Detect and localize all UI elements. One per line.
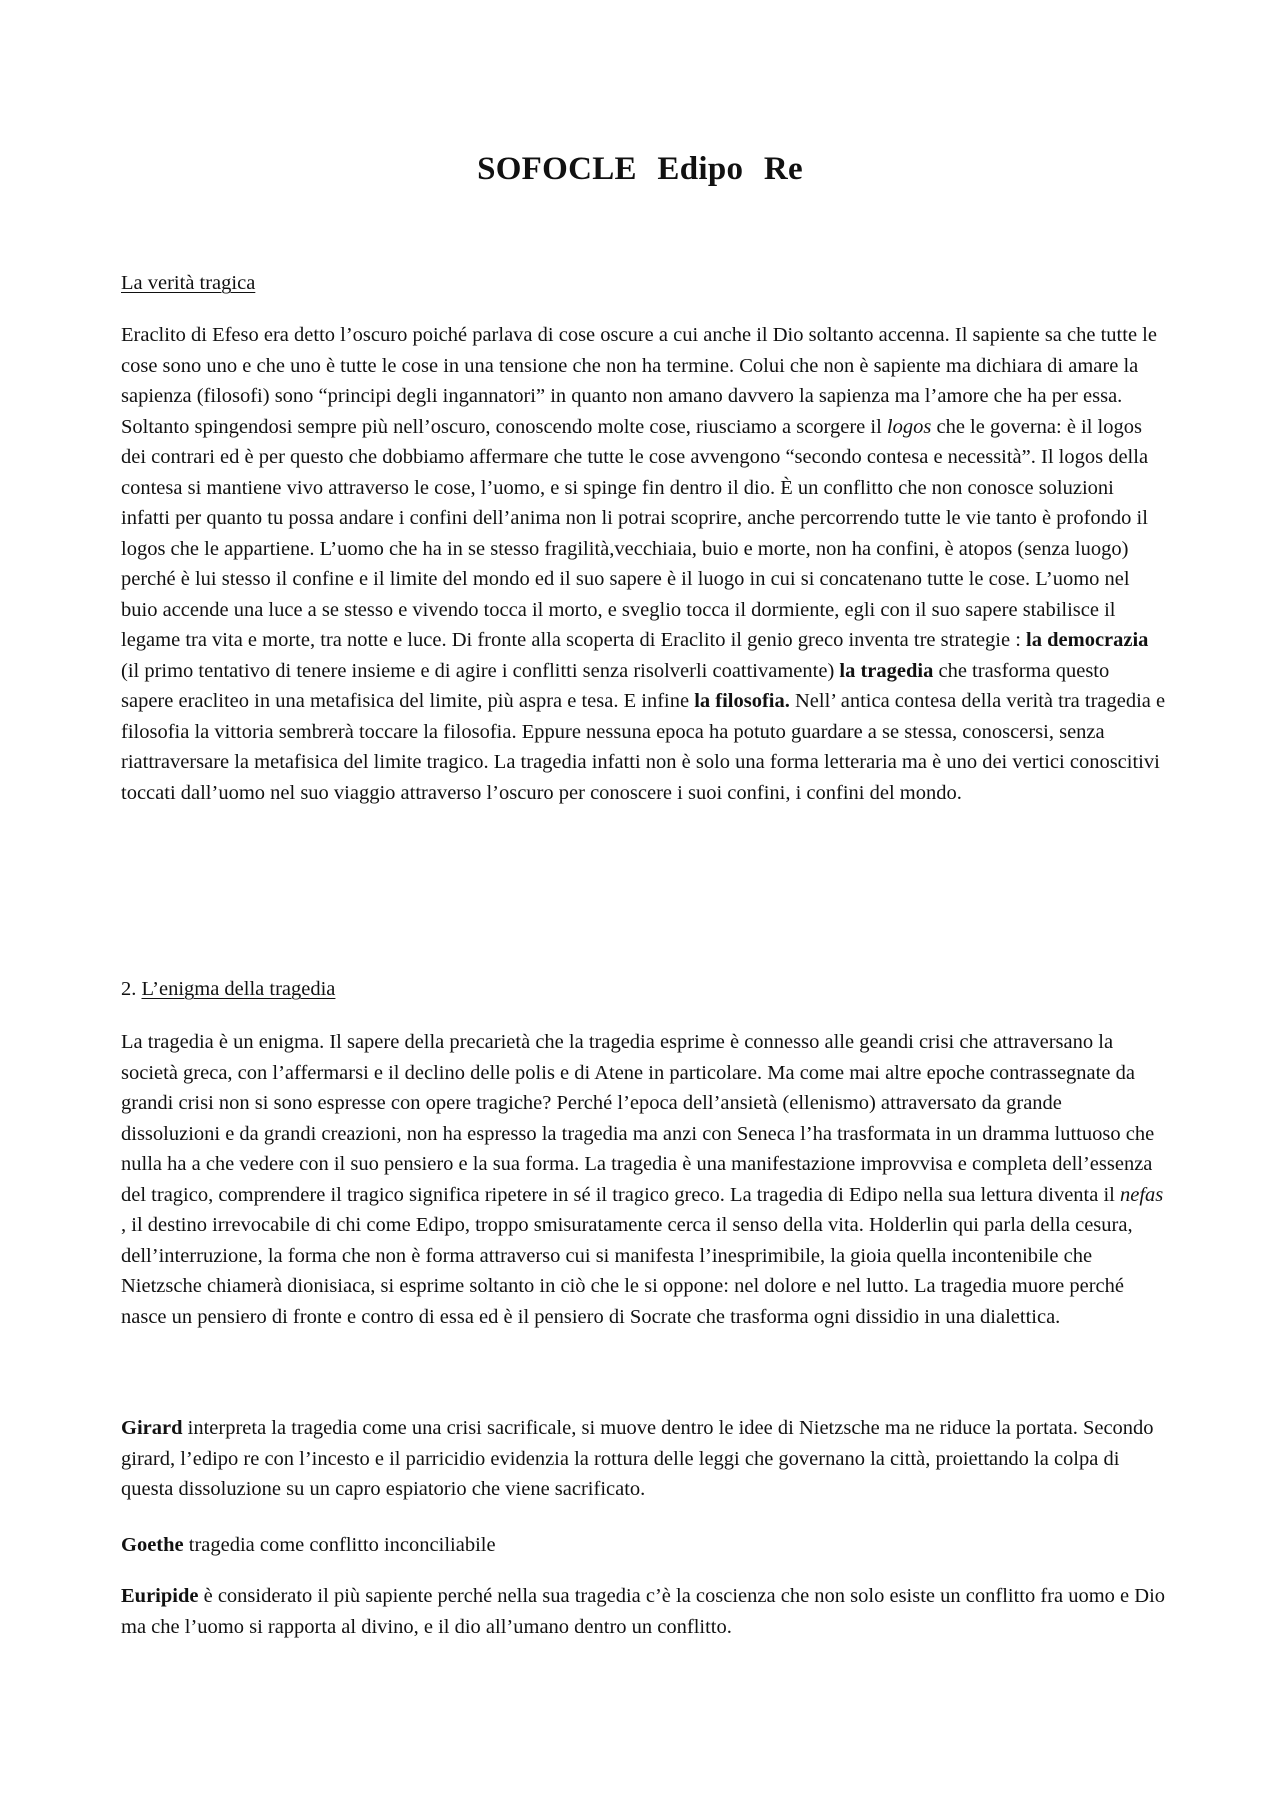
paragraph-body xyxy=(121,1530,1166,1561)
bold-girard: Girard xyxy=(121,1417,183,1439)
bold-democrazia: la democrazia xyxy=(1026,629,1149,651)
section-number: 2. xyxy=(121,978,137,1000)
text-run: Eraclito di Efeso era detto l’oscuro poiché parlava di cose oscure a cui anche il Dio soltanto accenna. Il sapiente sa che tutte le cose sono uno e che uno è tutte le cose in una tensione che non ha termine. Colui che non è sapiente ma dichiara di amare la sapienza (filosofi) sono “principi degli ingannatori” in quanto non amano davvero la sapienza ma l’amore che ha per essa. Soltanto spingendosi sempre più nell’oscuro, conoscendo molte cose, riusciamo a scorgere il xyxy=(121,324,1157,438)
paragraph-body xyxy=(121,320,1166,808)
italic-logos: logos xyxy=(886,415,932,438)
italic-nefas: nefas xyxy=(1119,1183,1164,1206)
text-run: , il destino irrevocabile di chi come Edipo, troppo smisuratamente cerca il senso della vita. Holderlin qui parla della cesura, dell’interruzione, la forma che non è forma attraverso cui si manifesta l’inesprimibile, la gioia quella incontenibile che Nietzsche chiamerà dionisiaca, si esprime soltanto in ciò che le si oppone: nel dolore e nel lutto. La tragedia muore perché nasce un pensiero di fronte e contro di essa ed è il pensiero di Socrate che trasforma ogni dissidio in una dialettica. xyxy=(121,1214,1133,1328)
paragraph-eraclito xyxy=(121,320,1166,808)
paragraph-goethe xyxy=(121,1530,1166,1561)
paragraph-euripide xyxy=(121,1581,1166,1642)
paragraph-body xyxy=(121,1413,1166,1505)
text-run: interpreta la tragedia come una crisi sacrificale, si muove dentro le idee di Nietzsche ma ne riduce la portata. Secondo girard, l’edipo re con l’incesto e il parricidio evidenzia la rottura delle leggi che governano la città, proiettando la colpa di questa dissoluzione su un capro espiatorio che viene sacrificato. xyxy=(121,1417,1154,1500)
bold-filosofia: la filosofia. xyxy=(694,690,790,712)
text-run: che le governa: è il logos dei contrari ed è per questo che dobbiamo affermare che tutte le cose avvengono “secondo contesa e necessità”. Il logos della contesa si mantiene vivo attraverso le cose, l’uomo, e si spinge fin dentro il dio. È un conflitto che non conosce soluzioni infatti per quanto tu possa andare i confini dell’anima non li potrai scoprire, anche percorrendo tutte le vie tanto è profondo il logos che le appartiene. L’uomo che ha in se stesso fragilità,vecchiaia, buio e morte, non ha confini, è atopos (senza luogo) perché è lui stesso il confine e il limite del mondo ed il suo sapere è il luogo in cui si concatenano tutte le cose. L’uomo nel buio accende una luce a se stesso e vivendo tocca il morto, e sveglio tocca il dormiente, egli con il suo sapere stabilisce il legame tra vita e morte, tra notte e luce. Di fronte alla scoperta di Eraclito il genio greco inventa tre strategie : xyxy=(121,415,1149,651)
paragraph-girard xyxy=(121,1413,1166,1505)
section-heading-enigma xyxy=(121,974,335,1004)
text-run: Nell’ antica contesa della verità tra tragedia e filosofia la vittoria sembrerà toccare la filosofia. Eppure nessuna epoca ha potuto guardare a se stessa, conoscersi, senza riattraversare la metafisica del limite tragico. La tragedia infatti non è solo una forma letteraria ma è uno dei vertici conoscitivi toccati dall’uomo nel suo viaggio attraverso l’oscuro per conoscere i suoi confini, i confini del mondo. xyxy=(121,690,1166,804)
paragraph-enigma xyxy=(121,1027,1166,1332)
text-run: (il primo tentativo di tenere insieme e di agire i conflitti senza risolverli coattivamente) xyxy=(121,659,840,682)
paragraph-body xyxy=(121,1027,1166,1332)
bold-goethe: Goethe xyxy=(121,1534,184,1556)
text-run: tragedia come conflitto inconciliabile xyxy=(183,1534,496,1556)
bold-euripide: Euripide xyxy=(121,1585,199,1607)
text-run: che trasforma questo sapere eracliteo in una metafisica del limite, più aspra e tesa. E infine xyxy=(121,659,1110,712)
page-title: SOFOCLE Edipo Re xyxy=(477,151,803,187)
bold-tragedia: la tragedia xyxy=(839,659,934,682)
paragraph-body xyxy=(121,1581,1166,1642)
text-run: La tragedia è un enigma. Il sapere della precarietà che la tragedia esprime è connesso alle geandi crisi che attraversano la società greca, con l’affermarsi e il declino delle polis e di Atene in particolare. Ma come mai altre epoche contrassegnate da grandi crisi non si sono espresse con opere tragiche? Perché l’epoca dell’ansietà (ellenismo) attraversato da grande dissoluzioni e da grandi creazioni, non ha espresso la tragedia ma anzi con Seneca l’ha trasformata in un dramma luttuoso che nulla ha a che vedere con il suo pensiero e la sua forma. La tragedia è una manifestazione improvvisa e completa dell’essenza del tragico, comprendere il tragico significa ripetere in sé il tragico greco. La tragedia di Edipo nella sua lettura diventa il xyxy=(121,1031,1155,1206)
section-heading-verita-tragica xyxy=(121,268,255,298)
section-heading-text: L’enigma della tragedia xyxy=(141,978,336,1000)
section-heading-text: La verità tragica xyxy=(121,272,256,294)
text-run: è considerato il più sapiente perché nella sua tragedia c’è la coscienza che non solo esiste un conflitto fra uomo e Dio ma che l’uomo si rapporta al divino, e il dio all’umano dentro un conflitto. xyxy=(121,1585,1166,1638)
